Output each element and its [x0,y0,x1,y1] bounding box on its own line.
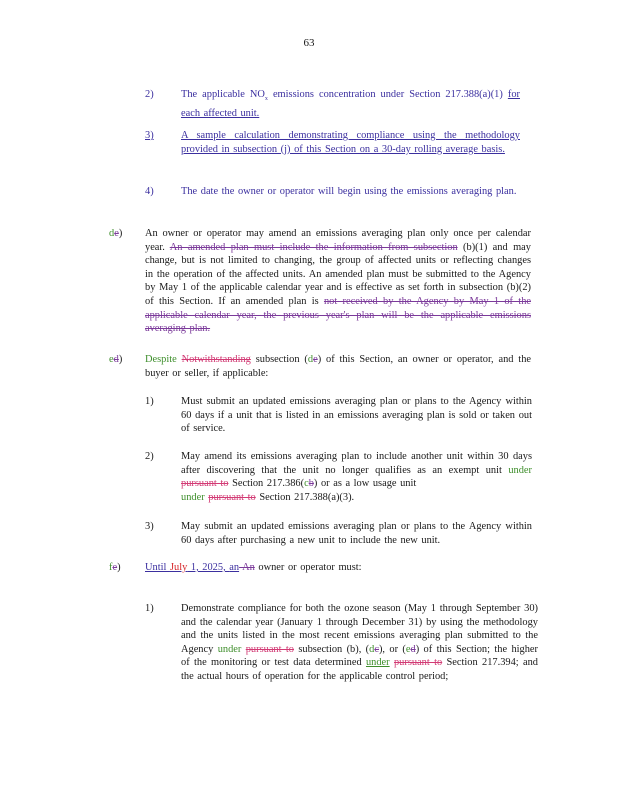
item-text-4: The date the owner or operator will begin using the emissions averaging plan. [181,186,517,197]
item-label-2: 2) [145,89,154,100]
para-d-label: de) [109,228,123,239]
para-f-item-label-1: 1) [145,603,154,614]
para-e-item-label-2: 2) [145,451,154,462]
para-e-item-text-1: Must submit an updated emissions averaging plan or plans to the Agency within 60 days if a unit that is listed in an emissions averaging plan is sold or taken out of service. [181,396,532,435]
para-e-item-label-3: 3) [145,521,154,532]
item-label-3: 3) [145,130,154,141]
item-label-4: 4) [145,186,154,197]
para-f-item-text-1: Demonstrate compliance for both the ozone season (May 1 through September 30) and the calendar year (January 1 through December 31) by using the methodology and the units listed in the most recent emissions averaging plan submitted to the Agency under pursuant to subsection (b), (dc), or (ed) of this Section; the higher of the monitoring or test data determined under pursuant to Section 217.394; and the actual hours of operation for the applicable control period; [181,603,539,682]
para-f-label: fe) [109,562,121,573]
para-e-item-text-2: May amend its emissions averaging plan to include another unit within 30 days after discovering that the unit no longer qualifies as an exempt unit under pursuant to Section 217.386(cb) or as a low usage unit under pursuant to Section 217.388(a)(3). [181,451,532,503]
para-d-text: An owner or operator may amend an emissions averaging plan only once per calendar year. An amended plan must include the information from subsection (b)(1) and may change, but is not limited to changing, the group of affected units or reflecting changes in the operation of the affected units. An amended plan must be submitted to the Agency by May 1 of the applicable calendar year and is effective as set forth in subsection (b)(2) of this Section. If an amended plan is not received by the Agency by May 1 of the applicable calendar year, the previous year's plan will be the applicable emissions averaging plan. [145,228,531,335]
item-text-3: A sample calculation demonstrating compliance using the methodology provided in subsection (j) of this Section on a 30-day rolling average basis. [181,130,520,155]
page-number: 63 [303,37,315,49]
para-d-deleted-1: An amended plan must include the information from subsection [169,241,458,253]
para-e-intro: Despite Notwithstanding subsection (de) of this Section, an owner or operator, and the buyer or seller, if applicable: [145,354,531,379]
para-d-deleted-2: not received by the Agency by May 1 of the applicable calendar year, the previous year's plan will be the applicable emissions averaging plan. [145,295,531,335]
item-text-2: The applicable $NO_x$ emissions concentration under Section 217.388(a)(1) for each affected unit. [181,89,520,119]
para-e-label: ed) [109,354,123,365]
para-e-item-label-1: 1) [145,396,154,407]
para-e-item-text-3: May submit an updated emissions averaging plan or plans to the Agency within 60 days after purchasing a new unit to include the new unit. [181,521,532,546]
para-f-intro: Until July 1, 2025, an An owner or operator must: [145,562,362,573]
